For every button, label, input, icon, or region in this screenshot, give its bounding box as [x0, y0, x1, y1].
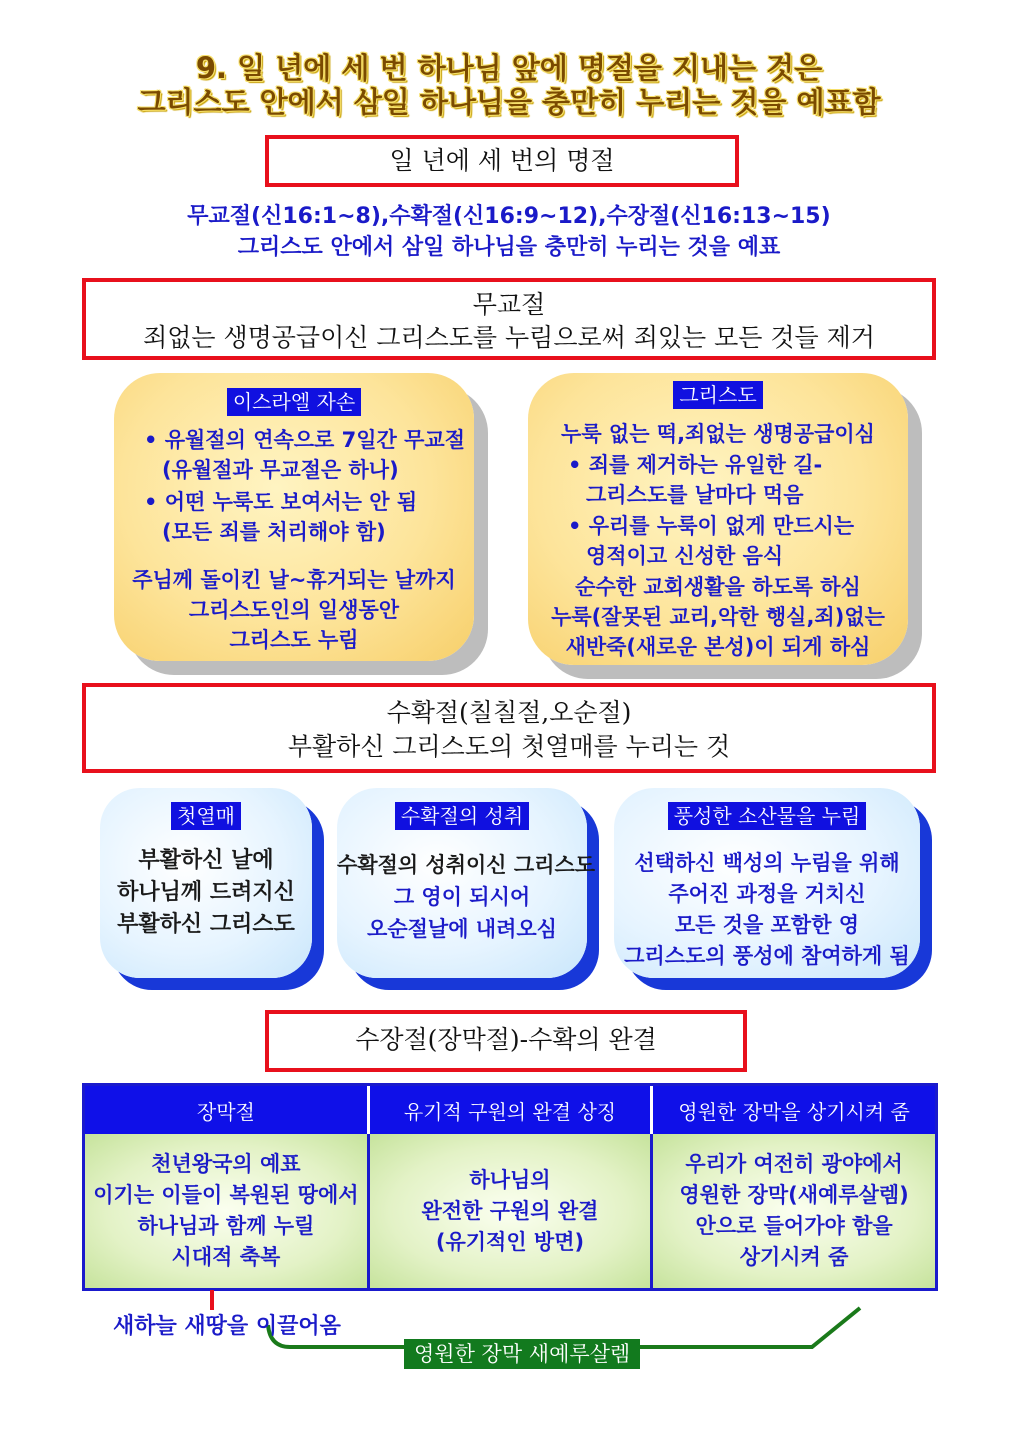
israel-line-6: 그리스도인의 일생동안 — [188, 598, 400, 622]
page-title-line1: 9. 일 년에 세 번 하나님 앞에 명절을 지내는 것은 — [195, 51, 823, 85]
feasts-refs: 무교절(신16:1~8),수확절(신16:9~12),수장절(신16:13~15) — [187, 204, 831, 229]
table-header-2: 유기적 구원의 완결 상징 — [368, 1086, 651, 1134]
israel-line-3: • 어떤 누룩도 보여서는 안 됨 — [144, 490, 418, 514]
ingathering-heading: 수장절(장막절)-수확의 완결 — [355, 1025, 657, 1054]
green-connector-right — [632, 1308, 860, 1347]
christ-label: 그리스도 — [673, 381, 762, 409]
firstfruits-panel — [100, 788, 312, 978]
table-cell-1 — [85, 1134, 368, 1288]
eternal-tabernacle-label: 영원한 장막 새예루살렘 — [404, 1339, 640, 1369]
abundance-line-2: 주어진 과정을 거치신 — [668, 882, 866, 906]
israel-line-5: 주님께 돌이킨 날~휴거되는 날까지 — [132, 568, 456, 592]
harvest-heading: 수확절(칠칠절,오순절) — [386, 698, 632, 727]
abundance-line-3: 모든 것을 포함한 영 — [674, 913, 860, 937]
harvest-subheading: 부활하신 그리스도의 첫열매를 누리는 것 — [287, 732, 731, 761]
fulfillment-line-3: 오순절날에 내려오심 — [367, 917, 557, 941]
christ-panel — [528, 373, 908, 665]
table-cell-2-line-2: 완전한 구원의 완결 — [421, 1198, 599, 1223]
table-cell-2 — [368, 1134, 651, 1288]
feasts-box — [265, 135, 739, 187]
christ-line-7: 누룩(잘못된 교리,악한 행실,죄)없는 — [551, 605, 885, 629]
israel-panel — [114, 373, 474, 661]
abundance-line-4: 그리스도의 풍성에 참여하게 됨 — [624, 944, 910, 968]
fulfillment-panel — [337, 788, 596, 978]
fulfillment-line-2: 그 영이 되시어 — [393, 885, 531, 909]
table-cell-1-line-1: 천년왕국의 예표 — [151, 1152, 301, 1176]
firstfruits-line-2: 하나님께 드려지신 — [117, 880, 295, 905]
firstfruits-line-3: 부활하신 그리스도 — [117, 912, 295, 937]
table-cell-1-line-3: 하나님과 함께 누릴 — [137, 1214, 315, 1238]
christ-line-5: 영적이고 신성한 음식 — [586, 544, 784, 568]
unleavened-box — [82, 278, 936, 360]
israel-line-4: (모든 죄를 처리해야 함) — [162, 520, 386, 544]
israel-line-1: • 유월절의 연속으로 7일간 무교절 — [144, 428, 465, 452]
christ-line-8: 새반죽(새로운 본성)이 되게 하심 — [565, 635, 871, 659]
table-cell-3-line-4: 상기시켜 줌 — [739, 1245, 849, 1269]
christ-line-3: 그리스도를 날마다 먹음 — [586, 483, 804, 507]
fulfillment-line-1: 수확절의 성취이신 그리스도 — [337, 853, 596, 877]
israel-line-2: (유월절과 무교절은 하나) — [162, 458, 399, 482]
table-cell-3-line-3: 안으로 들어가야 함을 — [695, 1214, 893, 1238]
firstfruits-label: 첫열매 — [171, 802, 241, 830]
israel-label: 이스라엘 자손 — [227, 388, 361, 416]
table-header-3: 영원한 장막을 상기시켜 줌 — [652, 1086, 935, 1134]
christ-line-4: • 우리를 누룩이 없게 만드시는 — [568, 514, 855, 538]
new-heaven-earth-text: 새하늘 새땅을 이끌어옴 — [113, 1314, 341, 1339]
table-header-1: 장막절 — [85, 1086, 368, 1134]
christ-line-1: 누룩 없는 떡,죄없는 생명공급이심 — [561, 422, 875, 446]
unleavened-subheading: 죄없는 생명공급이신 그리스도를 누림으로써 죄있는 모든 것들 제거 — [143, 323, 875, 352]
tabernacles-table — [82, 1083, 938, 1291]
christ-line-2: • 죄를 제거하는 유일한 길- — [568, 453, 823, 477]
feasts-summary: 그리스도 안에서 삼일 하나님을 충만히 누리는 것을 예표 — [237, 235, 781, 260]
christ-line-6: 순수한 교회생활을 하도록 하심 — [575, 575, 861, 599]
abundance-line-1: 선택하신 백성의 누림을 위해 — [634, 851, 900, 875]
table-cell-2-line-3: (유기적인 방면) — [435, 1229, 585, 1254]
table-cell-3 — [652, 1134, 935, 1288]
israel-line-7: 그리스도 누림 — [229, 628, 359, 652]
abundance-panel — [614, 788, 920, 978]
feasts-box-label: 일 년에 세 번의 명절 — [389, 146, 615, 175]
harvest-box — [82, 683, 936, 773]
table-cell-1-line-2: 이기는 이들이 복원된 땅에서 — [93, 1183, 359, 1207]
table-cell-1-line-4: 시대적 축복 — [171, 1245, 281, 1269]
table-cell-2-line-1: 하나님의 — [469, 1167, 551, 1192]
table-cell-3-line-2: 영원한 장막(새예루살렘) — [679, 1183, 909, 1207]
abundance-label: 풍성한 소산물을 누림 — [668, 802, 867, 830]
page-title-line2: 그리스도 안에서 삼일 하나님을 충만히 누리는 것을 예표함 — [137, 85, 881, 119]
ingathering-box — [265, 1010, 747, 1072]
fulfillment-label: 수확절의 성취 — [395, 802, 529, 830]
unleavened-heading: 무교절 — [472, 290, 546, 319]
firstfruits-line-1: 부활하신 날에 — [138, 848, 274, 873]
table-cell-3-line-1: 우리가 여전히 광야에서 — [685, 1152, 903, 1176]
